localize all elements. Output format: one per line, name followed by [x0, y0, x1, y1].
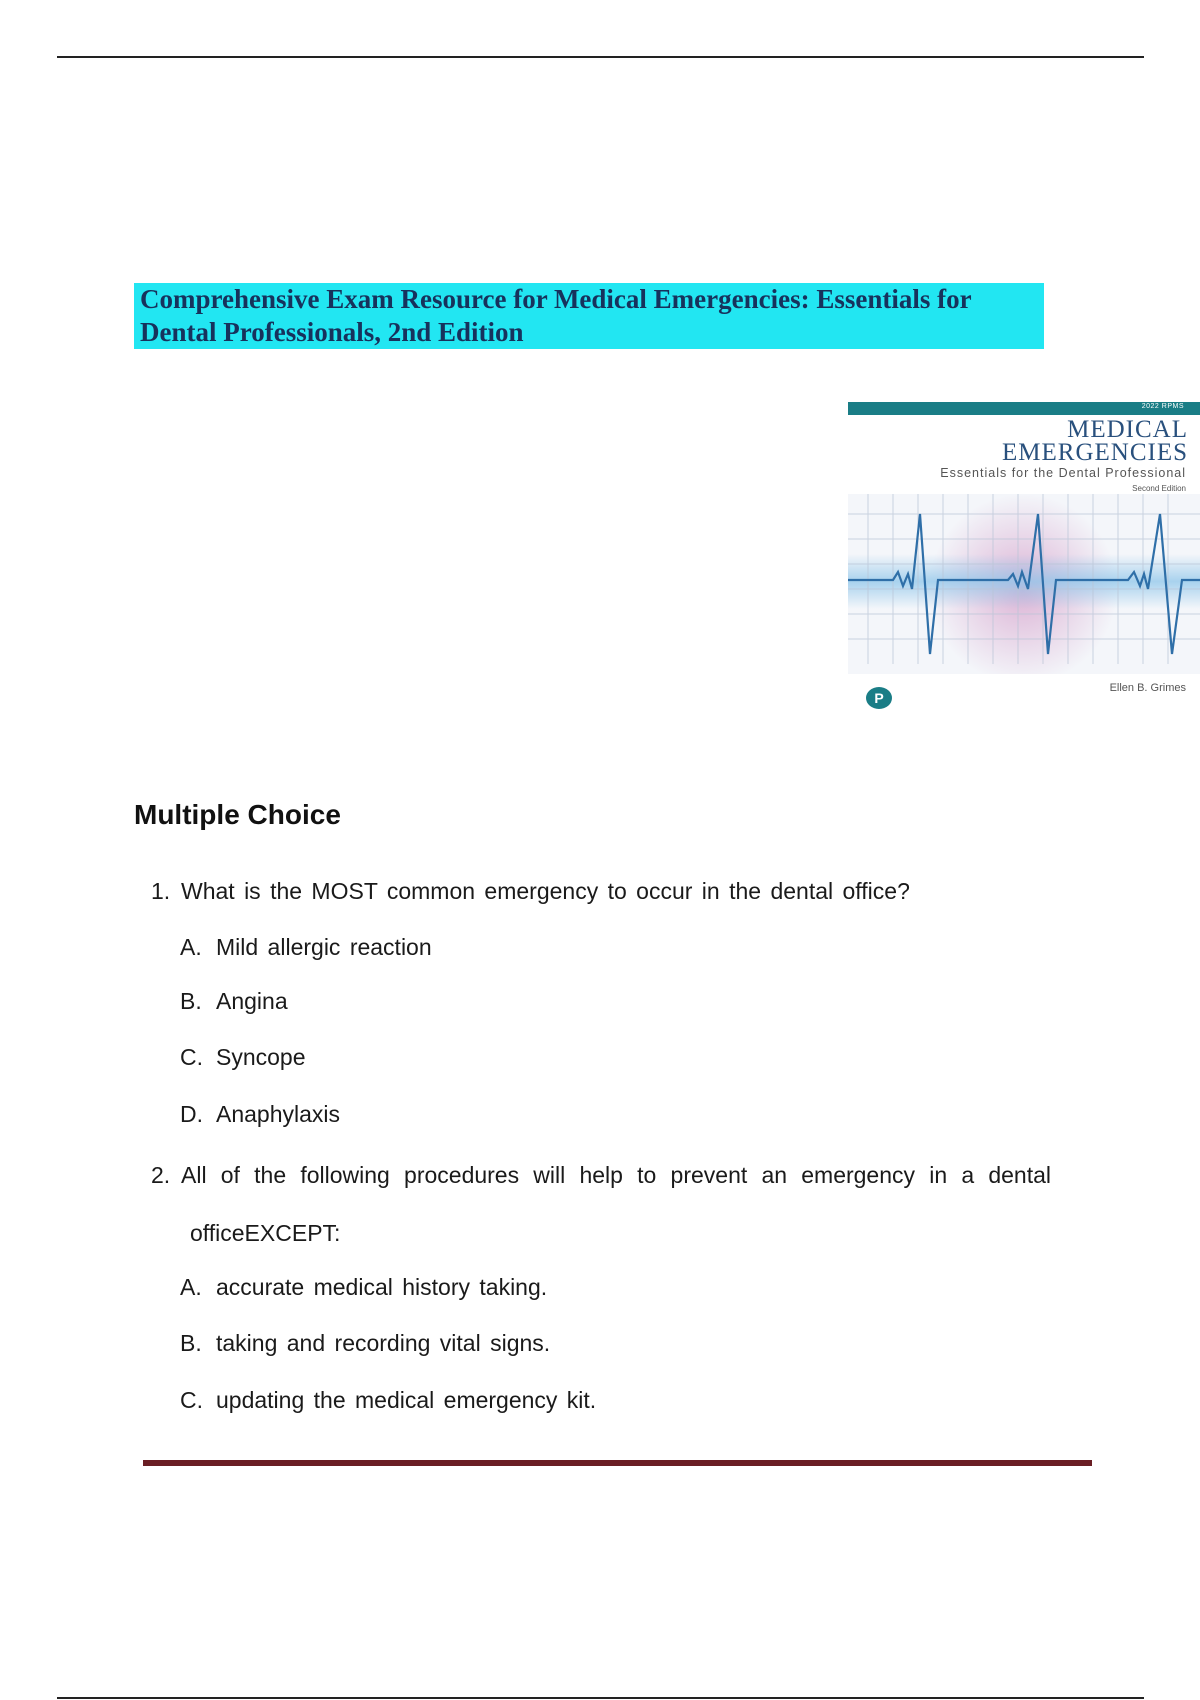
- cover-edition: Second Edition: [1132, 484, 1186, 493]
- option-letter: B.: [180, 1330, 202, 1356]
- question-number: 2.: [151, 1162, 171, 1188]
- question-number: 1.: [151, 878, 171, 904]
- option-text: Angina: [216, 988, 288, 1014]
- option-letter: A.: [180, 1274, 202, 1300]
- answer-option: [180, 1274, 547, 1301]
- title-line-1: Comprehensive Exam Resource for Medical Emergencies: Essentials for: [137, 284, 975, 314]
- top-rule: [57, 56, 1144, 58]
- answer-option: [180, 988, 288, 1015]
- publisher-logo-icon: P: [866, 687, 892, 709]
- option-letter: C.: [180, 1387, 203, 1413]
- ecg-illustration: [848, 494, 1200, 674]
- answer-option: [180, 1101, 340, 1128]
- title-line-2: Dental Professionals, 2nd Edition: [137, 317, 527, 347]
- option-letter: D.: [180, 1101, 203, 1127]
- option-text: taking and recording vital signs.: [216, 1330, 551, 1356]
- option-text: Mild allergic reaction: [216, 934, 432, 960]
- option-text: Syncope: [216, 1044, 306, 1070]
- question-2-line-1: [151, 1162, 1051, 1189]
- answer-option: [180, 1330, 550, 1357]
- option-letter: A.: [180, 934, 202, 960]
- answer-option: [180, 1387, 596, 1414]
- answer-option: [180, 1044, 306, 1071]
- cover-title-line-2: EMERGENCIES: [1002, 439, 1188, 466]
- bottom-rule: [57, 1697, 1144, 1699]
- question-2-line-2: officeEXCEPT:: [190, 1220, 341, 1246]
- section-divider: [143, 1460, 1092, 1466]
- answer-option: [180, 934, 432, 961]
- question-text: All of the following procedures will help to prevent an emergency in a dental: [181, 1162, 1051, 1188]
- section-heading: Multiple Choice: [134, 799, 341, 830]
- cover-subtitle: Essentials for the Dental Professional: [940, 466, 1186, 480]
- option-letter: B.: [180, 988, 202, 1014]
- option-text: updating the medical emergency kit.: [216, 1387, 597, 1413]
- book-cover: [848, 402, 1200, 714]
- option-text: Anaphylaxis: [216, 1101, 341, 1127]
- question-text: What is the MOST common emergency to occur in the dental office?: [181, 878, 910, 904]
- cover-title: [1002, 418, 1188, 464]
- option-text: accurate medical history taking.: [216, 1274, 548, 1300]
- cover-band-text: 2022 RPMS: [1141, 403, 1184, 410]
- question-1: [151, 878, 910, 905]
- cover-title-line-1: MEDICAL: [1067, 416, 1188, 443]
- option-letter: C.: [180, 1044, 203, 1070]
- document-title: [134, 283, 1044, 349]
- cover-author: Ellen B. Grimes: [1109, 682, 1186, 694]
- cover-band: [848, 402, 1200, 415]
